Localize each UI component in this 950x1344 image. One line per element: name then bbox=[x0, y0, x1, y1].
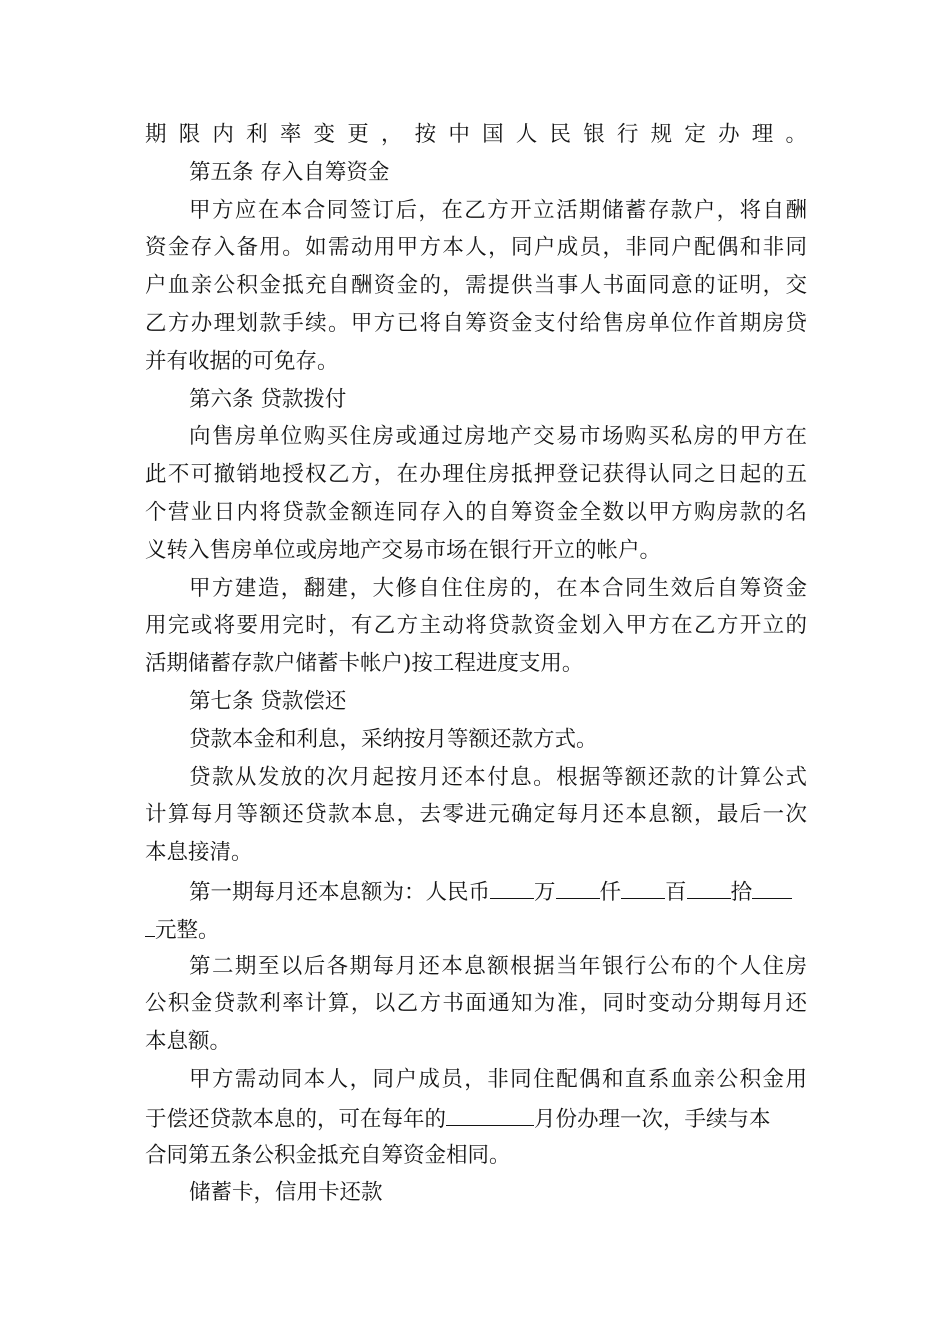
text-line: 乙方办理划款手续。甲方已将自筹资金支付给售房单位作首期房贷 bbox=[145, 310, 807, 336]
text-line: 贷款从发放的次月起按月还本付息。根据等额还款的计算公式 bbox=[189, 764, 807, 790]
amount-label: 第一期每月还本息额为：人民币 bbox=[189, 879, 491, 905]
text-line: 公积金贷款利率计算，以乙方书面通知为准，同时变动分期每月还 bbox=[145, 991, 807, 1017]
section-heading: 储蓄卡，信用卡还款 bbox=[189, 1180, 383, 1206]
blank-field bbox=[490, 872, 534, 899]
text-line: 义转入售房单位或房地产交易市场在银行开立的帐户。 bbox=[145, 537, 662, 563]
text-line: 期限内利率变更，按中国人民银行规定办理。 bbox=[145, 122, 807, 147]
text-line: 合同第五条公积金抵充自筹资金相同。 bbox=[145, 1142, 511, 1168]
unit-label: 万 bbox=[534, 879, 556, 905]
text-fragment: 月份办理一次，手续与本 bbox=[534, 1106, 771, 1132]
text-line: 甲方建造，翻建，大修自住住房的，在本合同生效后自筹资金 bbox=[189, 575, 807, 601]
text-line: 计算每月等额还贷款本息，去零进元确定每月还本息额，最后一次 bbox=[145, 802, 807, 828]
text-fragment: 于偿还贷款本息的，可在每年的 bbox=[145, 1106, 447, 1132]
text-line: 向售房单位购买住房或通过房地产交易市场购买私房的甲方在 bbox=[189, 424, 807, 450]
unit-label: 百 bbox=[665, 879, 687, 905]
blank-field bbox=[752, 872, 792, 899]
text-line: 户血亲公积金抵充自酬资金的，需提供当事人书面同意的证明，交 bbox=[145, 273, 807, 299]
blank-field bbox=[145, 910, 155, 937]
document-body bbox=[145, 116, 807, 1212]
text-line: 甲方应在本合同签订后，在乙方开立活期储蓄存款户，将自酬 bbox=[189, 197, 807, 223]
unit-label: 仟 bbox=[599, 879, 622, 905]
text-line: 本息接清。 bbox=[145, 840, 253, 866]
month-line bbox=[145, 1099, 807, 1137]
text-line: 活期储蓄存款户储蓄卡帐户)按工程进度支用。 bbox=[145, 651, 584, 677]
section-heading: 第五条 存入自筹资金 bbox=[189, 159, 390, 185]
blank-field bbox=[621, 872, 665, 899]
text-line: 此不可撤销地授权乙方，在办理住房抵押登记获得认同之日起的五 bbox=[145, 462, 807, 488]
text-line: 甲方需动同本人，同户成员，非同住配偶和直系血亲公积金用 bbox=[189, 1066, 807, 1092]
section-heading: 第七条 贷款偿还 bbox=[189, 688, 347, 714]
amount-line bbox=[145, 872, 807, 910]
blank-field bbox=[556, 872, 600, 899]
section-heading: 第六条 贷款拨付 bbox=[189, 386, 347, 412]
blank-field bbox=[687, 872, 731, 899]
amount-line-cont bbox=[145, 910, 807, 948]
text-fragment: 元整。 bbox=[155, 917, 220, 943]
text-line: 资金存入备用。如需动用甲方本人，同户成员，非同户配偶和非同 bbox=[145, 235, 807, 261]
blank-field bbox=[446, 1099, 534, 1126]
text-line: 用完或将要用完时，有乙方主动将贷款资金划入甲方在乙方开立的 bbox=[145, 613, 807, 639]
text-line: 本息额。 bbox=[145, 1029, 232, 1055]
text-line: 并有收据的可免存。 bbox=[145, 348, 339, 374]
text-line: 第二期至以后各期每月还本息额根据当年银行公布的个人住房 bbox=[189, 953, 807, 979]
unit-label: 拾 bbox=[730, 879, 753, 905]
text-line: 个营业日内将贷款金额连同存入的自筹资金全数以甲方购房款的名 bbox=[145, 499, 807, 525]
text-line: 贷款本金和利息，采纳按月等额还款方式。 bbox=[189, 726, 598, 752]
